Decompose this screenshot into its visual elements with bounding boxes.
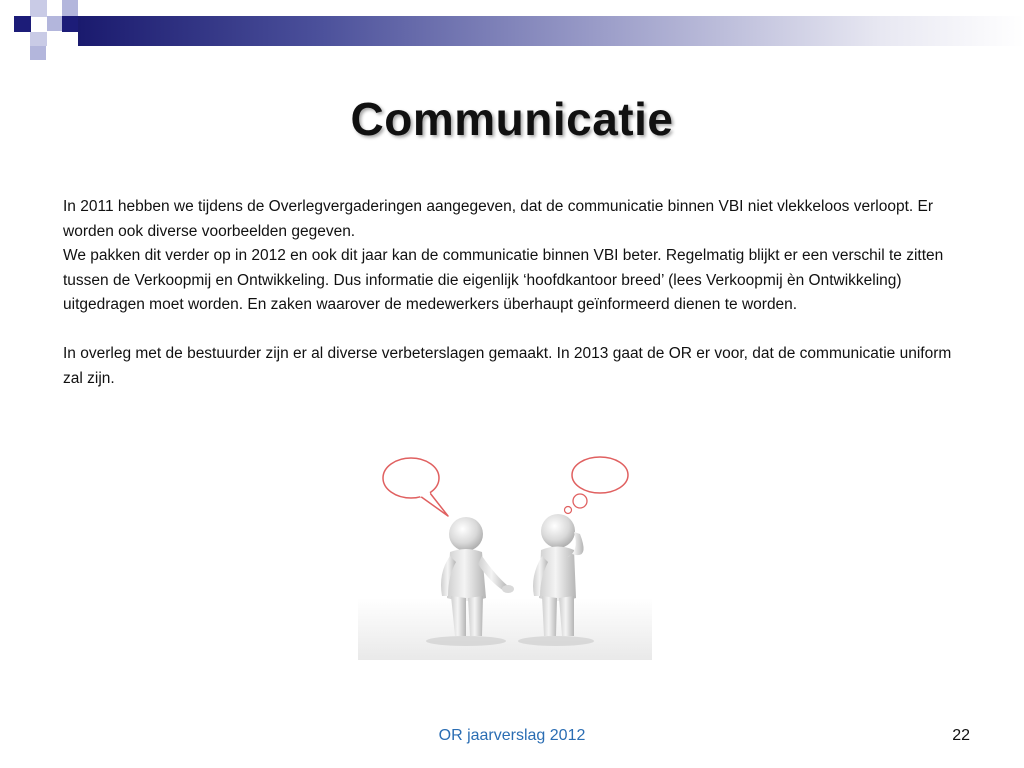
paragraph-spacer: [63, 318, 963, 343]
decor-square: [30, 32, 47, 46]
two-people-talking-icon: [358, 448, 652, 660]
footer-text: OR jaarverslag 2012: [438, 727, 586, 744]
decor-square: [62, 16, 78, 32]
decor-square: [47, 16, 62, 31]
paragraph: In overleg met de bestuurder zijn er al diverse verbeterslagen gemaakt. In 2013 gaat de OR er voor, dat de communicatie uniform zal zijn.: [63, 345, 952, 387]
decor-square: [30, 0, 47, 17]
slide-title: Communicatie: [350, 93, 674, 145]
paragraph: In 2011 hebben we tijdens de Overlegvergaderingen aangegeven, dat de communicatie binnen VBI niet vlekkeloos verloopt. Er worden ook diverse voorbeelden gegeven.: [63, 198, 933, 240]
header-gradient-band: [78, 16, 1024, 46]
page-number: 22: [952, 727, 970, 744]
decor-square: [62, 0, 78, 16]
paragraph: We pakken dit verder op in 2012 en ook dit jaar kan de communicatie binnen VBI beter. Regelmatig blijkt er een verschil te zitten tussen de Verkoopmij en Ontwikkeling. Dus informatie die eigenlijk ‘hoofdkantoor breed’ (lees Verkoopmij èn Ontwikkeling) uitgedragen moet worden. En zaken waarover de medewerkers überhaupt geïnformeerd dienen te worden.: [63, 247, 944, 313]
decor-square: [14, 16, 31, 32]
slide-body: [63, 195, 963, 391]
decor-square: [30, 46, 46, 60]
